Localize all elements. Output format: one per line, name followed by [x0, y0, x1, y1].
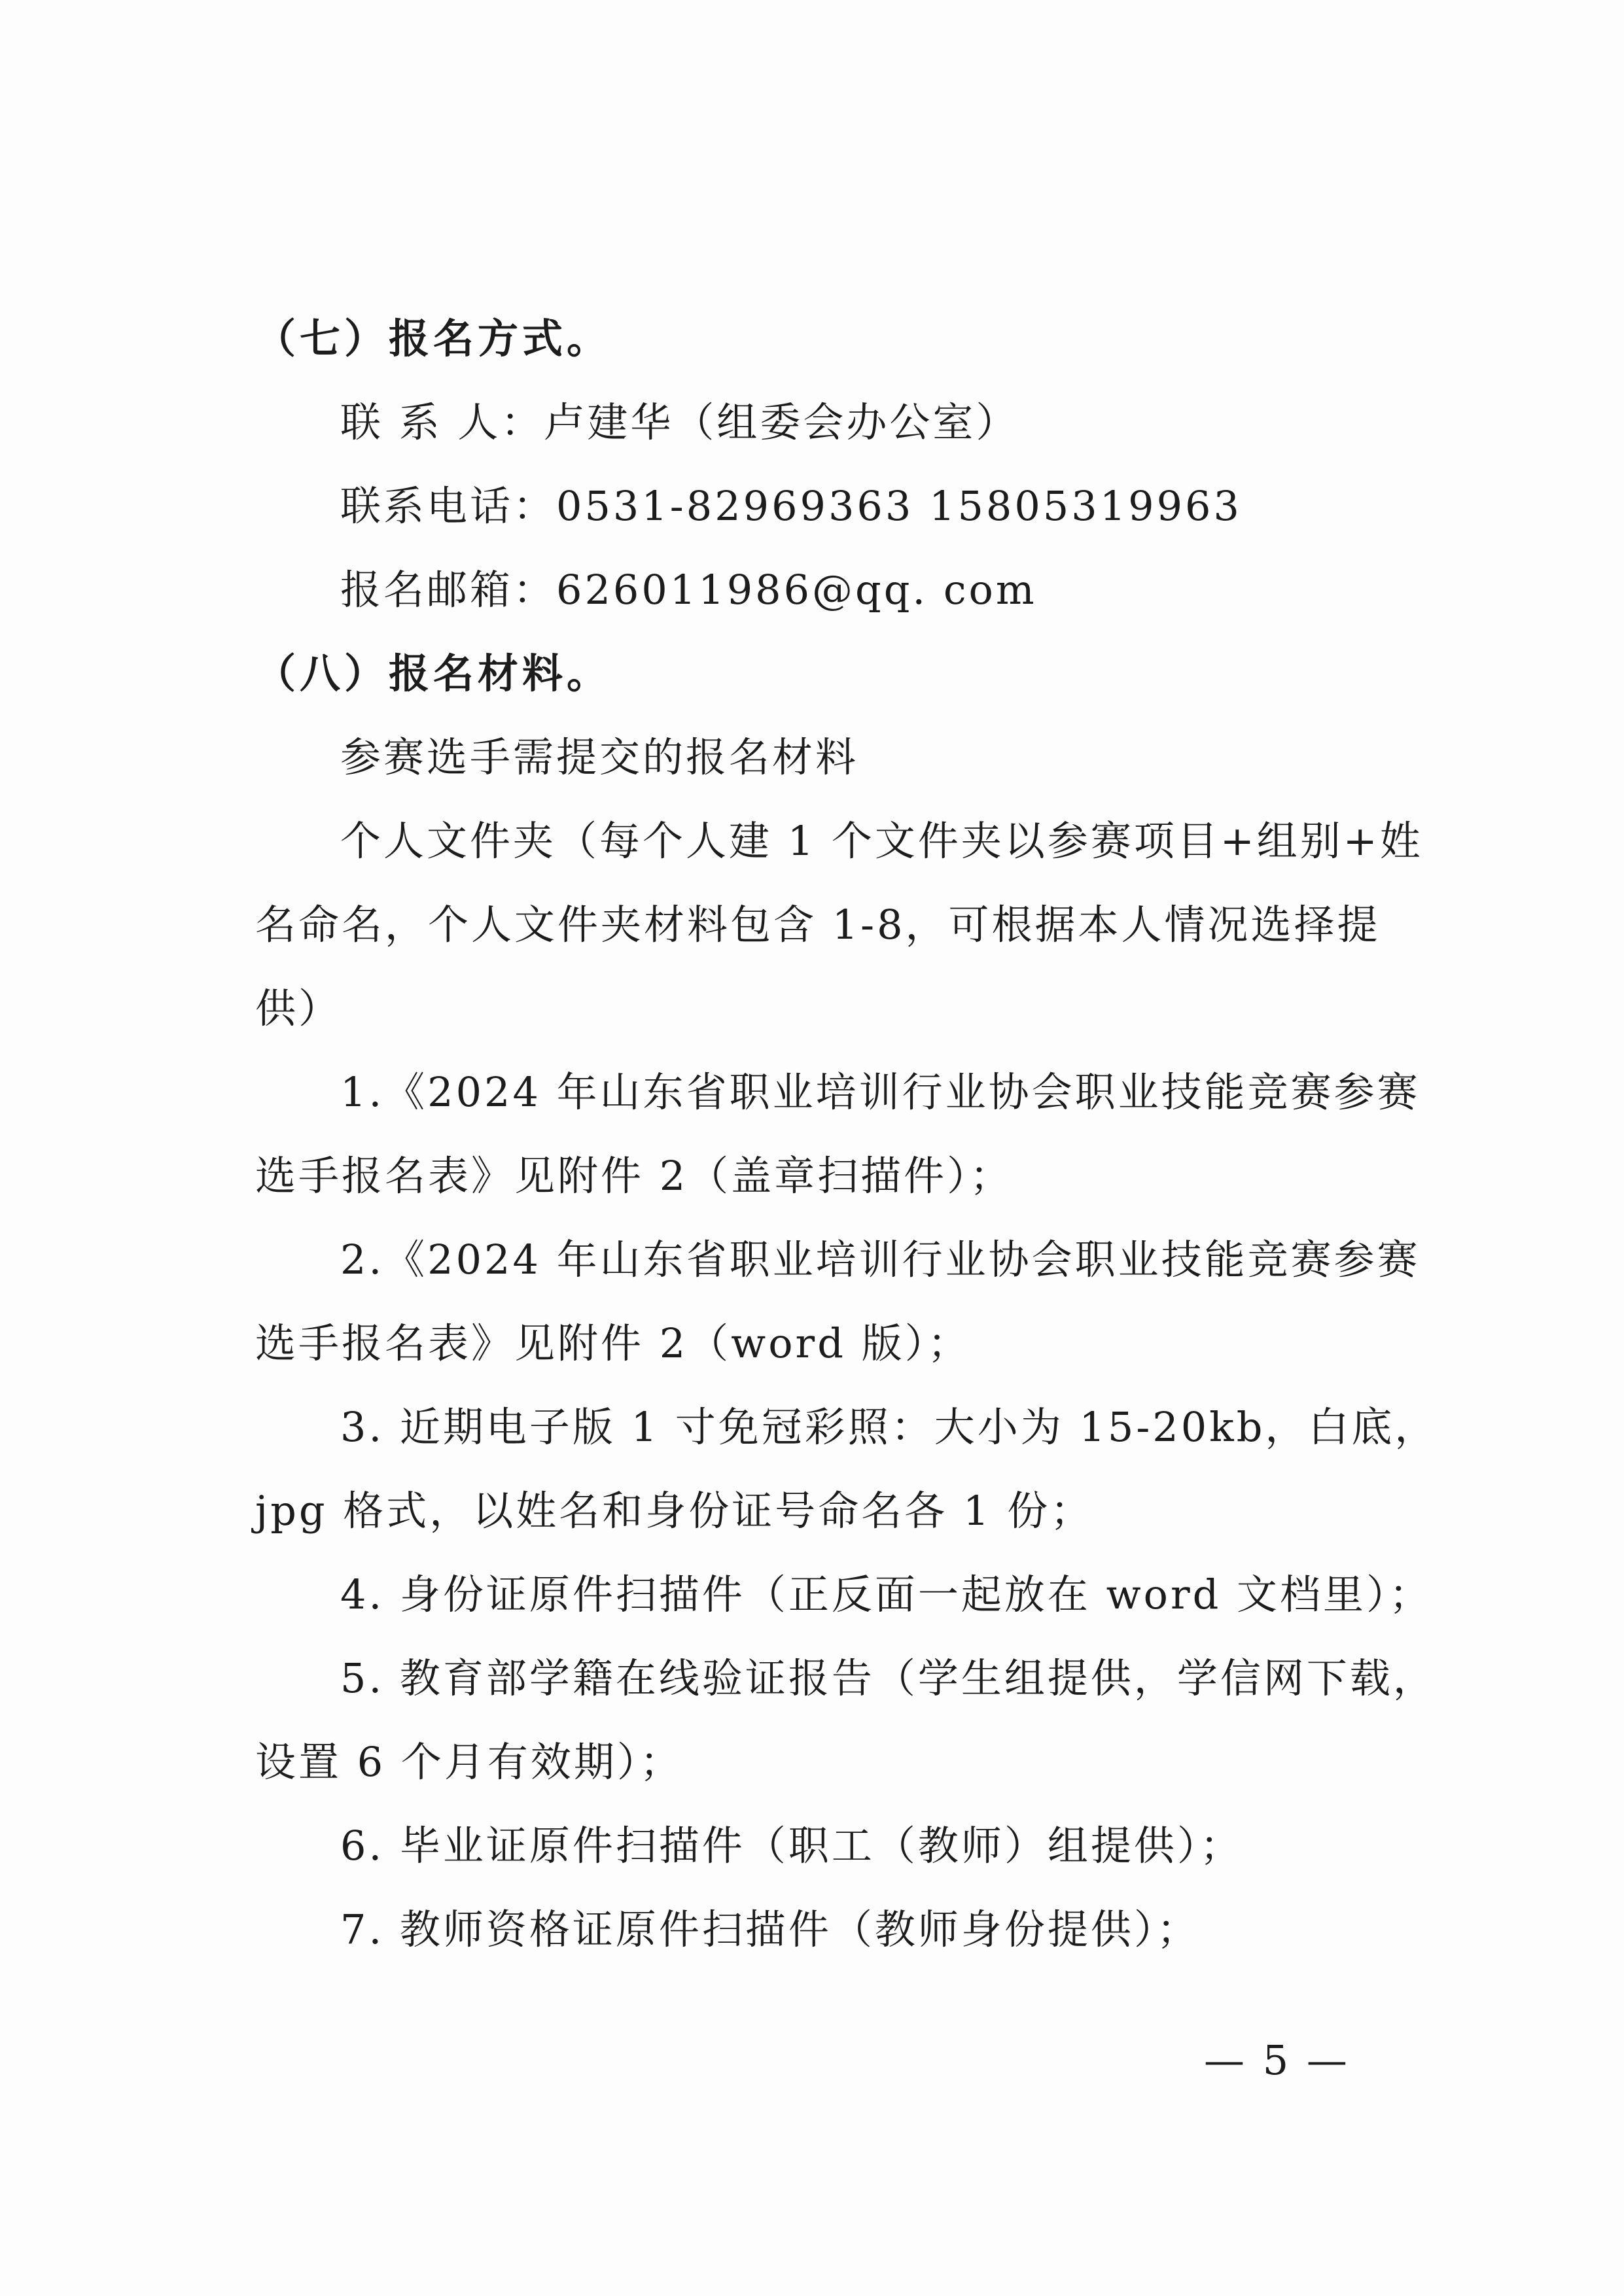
contact-phone-value: 0531-82969363 15805319963 — [556, 482, 1242, 530]
section-7-heading: （七）报名方式。 — [255, 315, 612, 362]
item-2-line-2: 选手报名表》见附件 2（word 版）； — [255, 1319, 971, 1367]
item-5-line-1: 5. 教育部学籍在线验证报告（学生组提供，学信网下载， — [340, 1654, 1436, 1702]
item-2-line-1: 2.《2024 年山东省职业培训行业协会职业技能竞赛参赛 — [340, 1236, 1421, 1283]
item-4: 4. 身份证原件扫描件（正反面一起放在 word 文档里）； — [340, 1571, 1433, 1618]
folder-instruction-line-3: 供） — [255, 984, 342, 1032]
contact-person-row — [340, 396, 1019, 449]
item-1-line-1: 1.《2024 年山东省职业培训行业协会职业技能竞赛参赛 — [340, 1068, 1421, 1116]
contact-phone-label: 联系电话： — [340, 482, 557, 530]
item-7: 7. 教师资格证原件扫描件（教师身份提供）； — [340, 1905, 1200, 1953]
item-6: 6. 毕业证原件扫描件（职工（教师）组提供）； — [340, 1822, 1243, 1870]
item-5-line-2: 设置 6 个月有效期）； — [255, 1738, 683, 1786]
folder-instruction-line-2: 名命名，个人文件夹材料包含 1-8，可根据本人情况选择提 — [255, 901, 1381, 948]
contact-email-label: 报名邮箱： — [340, 566, 557, 614]
contact-person-value: 卢建华（组委会办公室） — [544, 398, 1019, 446]
folder-instruction-line-1: 个人文件夹（每个人建 1 个文件夹以参赛项目+组别+姓 — [340, 817, 1423, 865]
item-3-line-2: jpg 格式，以姓名和身份证号命名各 1 份； — [255, 1487, 1094, 1535]
item-1-line-2: 选手报名表》见附件 2（盖章扫描件）； — [255, 1152, 1014, 1200]
item-3-line-1: 3. 近期电子版 1 寸免冠彩照：大小为 15-20kb，白底， — [340, 1403, 1438, 1451]
contact-person-label: 联 系 人： — [340, 398, 544, 446]
page-number: — 5 — — [1204, 2036, 1350, 2084]
materials-intro: 参赛选手需提交的报名材料 — [340, 733, 859, 781]
section-8-heading: （八）报名材料。 — [255, 650, 612, 697]
contact-email-row — [340, 564, 1037, 616]
contact-phone-row — [340, 480, 1242, 532]
contact-email-value: 626011986@qq. com — [556, 566, 1037, 614]
